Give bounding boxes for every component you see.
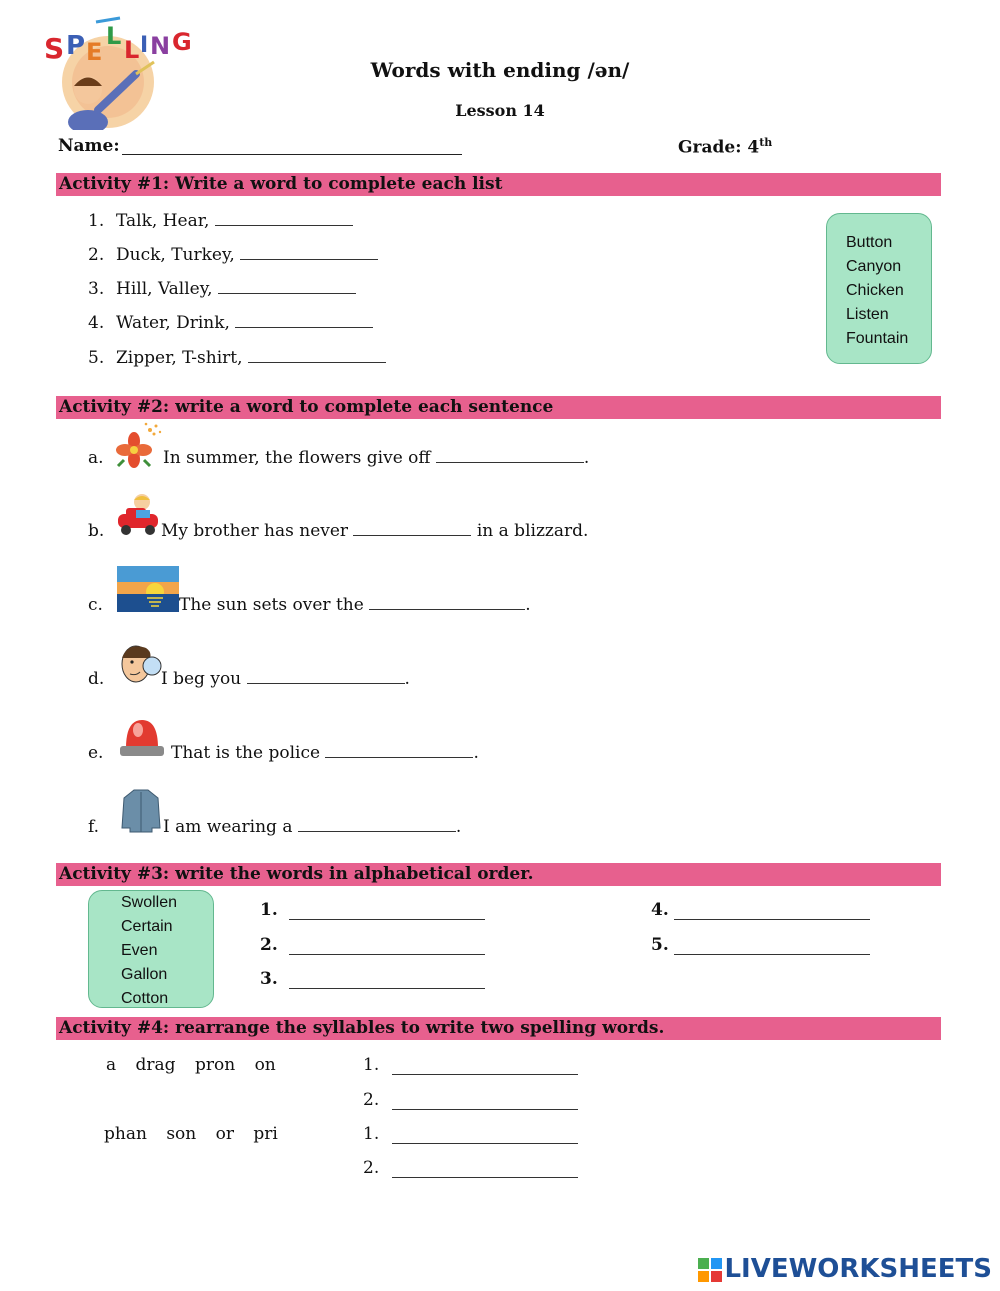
list-text: Hill, Valley, <box>116 279 213 299</box>
answer-blank[interactable] <box>235 313 373 328</box>
activity-1-heading: Activity #1: Write a word to complete each list <box>56 173 941 196</box>
svg-text:E: E <box>86 38 103 66</box>
answer-blank[interactable] <box>674 954 870 955</box>
sentence-f <box>88 817 461 837</box>
sentence-text: The sun sets over the <box>179 595 364 615</box>
svg-text:L: L <box>124 36 140 64</box>
list-text: Talk, Hear, <box>116 211 210 231</box>
sentence-c <box>88 595 531 615</box>
list-item <box>88 245 378 265</box>
word-bank-item: Fountain <box>846 330 909 347</box>
word-bank-item: Swollen <box>121 894 178 911</box>
liveworksheets-logo-icon <box>698 1258 722 1282</box>
sentence-text: My brother has never <box>161 521 349 541</box>
word-bank-item: Certain <box>121 918 173 935</box>
word-bank-item: Button <box>846 234 893 251</box>
answer-blank[interactable] <box>436 448 584 463</box>
sentence-b <box>88 521 588 541</box>
list-item <box>88 348 386 368</box>
sentence-letter: e. <box>88 743 104 763</box>
sentence-d <box>88 669 410 689</box>
answer-blank[interactable] <box>247 669 405 684</box>
list-item <box>88 211 353 231</box>
order-number: 3. <box>260 969 278 989</box>
svg-text:I: I <box>140 33 149 58</box>
list-number: 1. <box>88 211 105 231</box>
answer-blank[interactable] <box>289 919 485 920</box>
answer-blank[interactable] <box>240 245 378 260</box>
word-bank-item: Even <box>121 942 158 959</box>
list-text: Duck, Turkey, <box>116 245 235 265</box>
answer-blank[interactable] <box>325 743 473 758</box>
sentence-text: That is the police <box>171 743 321 763</box>
sentence-letter: b. <box>88 521 105 541</box>
answer-blank[interactable] <box>674 919 870 920</box>
svg-text:S: S <box>44 32 65 65</box>
word-bank-item: Canyon <box>846 258 902 275</box>
sentence-end: . <box>455 817 462 837</box>
grade-text: Grade: 4 <box>678 137 760 158</box>
activity-3-heading: Activity #3: write the words in alphabetical order. <box>56 863 941 886</box>
word-number: 2. <box>363 1158 380 1178</box>
order-number: 5. <box>651 935 669 955</box>
liveworksheets-brand: LIVEWORKSHEETS <box>724 1254 992 1284</box>
grade-superscript: th <box>759 136 773 149</box>
list-number: 3. <box>88 279 105 299</box>
sentence-text: I am wearing a <box>163 817 293 837</box>
word-bank-1 <box>826 213 932 364</box>
sentence-e <box>88 743 479 763</box>
svg-text:P: P <box>66 31 86 61</box>
sentence-text: I beg you <box>161 669 242 689</box>
word-bank-item: Gallon <box>121 966 168 983</box>
sentence-letter: f. <box>88 817 100 837</box>
answer-blank[interactable] <box>369 595 525 610</box>
svg-text:G: G <box>172 28 192 56</box>
sentence-text: In summer, the flowers give off <box>163 448 431 468</box>
word-bank-item: Cotton <box>121 990 169 1007</box>
answer-blank[interactable] <box>392 1177 578 1178</box>
answer-blank[interactable] <box>218 279 356 294</box>
activity-2-heading: Activity #2: write a word to complete each sentence <box>56 396 941 419</box>
syllables-group-2: phan son or pri <box>104 1124 278 1144</box>
word-number: 1. <box>363 1055 380 1075</box>
word-bank-3 <box>88 890 214 1008</box>
answer-blank[interactable] <box>392 1143 578 1144</box>
word-bank-item: Listen <box>846 306 889 323</box>
sentence-letter: d. <box>88 669 105 689</box>
list-item <box>88 313 373 333</box>
order-number: 4. <box>651 900 669 920</box>
answer-blank[interactable] <box>353 521 471 536</box>
word-bank-item: Chicken <box>846 282 904 299</box>
sentence-end: in a blizzard. <box>471 521 589 541</box>
sentence-end: . <box>525 595 531 615</box>
answer-blank[interactable] <box>215 211 353 226</box>
list-text: Zipper, T-shirt, <box>116 348 243 368</box>
list-number: 4. <box>88 313 105 333</box>
answer-blank[interactable] <box>392 1109 578 1110</box>
word-number: 1. <box>363 1124 380 1144</box>
activity-4-heading: Activity #4: rearrange the syllables to write two spelling words. <box>56 1017 941 1040</box>
order-number: 2. <box>260 935 278 955</box>
word-number: 2. <box>363 1090 380 1110</box>
name-input-line[interactable] <box>122 154 462 155</box>
syllables-group-1: a drag pron on <box>106 1055 276 1075</box>
page-title: Words with ending /ən/ <box>370 58 630 82</box>
grade-label <box>678 136 772 158</box>
answer-blank[interactable] <box>392 1074 578 1075</box>
sentence-a <box>88 448 589 468</box>
name-label: Name: <box>58 136 120 156</box>
sentence-end: . <box>583 448 590 468</box>
sentence-end: . <box>473 743 479 763</box>
order-number: 1. <box>260 900 278 920</box>
answer-blank[interactable] <box>298 817 456 832</box>
list-text: Water, Drink, <box>116 313 230 333</box>
lesson-label: Lesson 14 <box>455 101 545 120</box>
sentence-letter: a. <box>88 448 104 468</box>
svg-text:N: N <box>150 32 171 60</box>
list-number: 2. <box>88 245 105 265</box>
svg-text:L: L <box>106 22 122 50</box>
answer-blank[interactable] <box>289 988 485 989</box>
sentence-letter: c. <box>88 595 103 615</box>
sentence-end: . <box>404 669 410 689</box>
answer-blank[interactable] <box>289 954 485 955</box>
list-item <box>88 279 356 299</box>
list-number: 5. <box>88 348 105 368</box>
answer-blank[interactable] <box>248 348 386 363</box>
